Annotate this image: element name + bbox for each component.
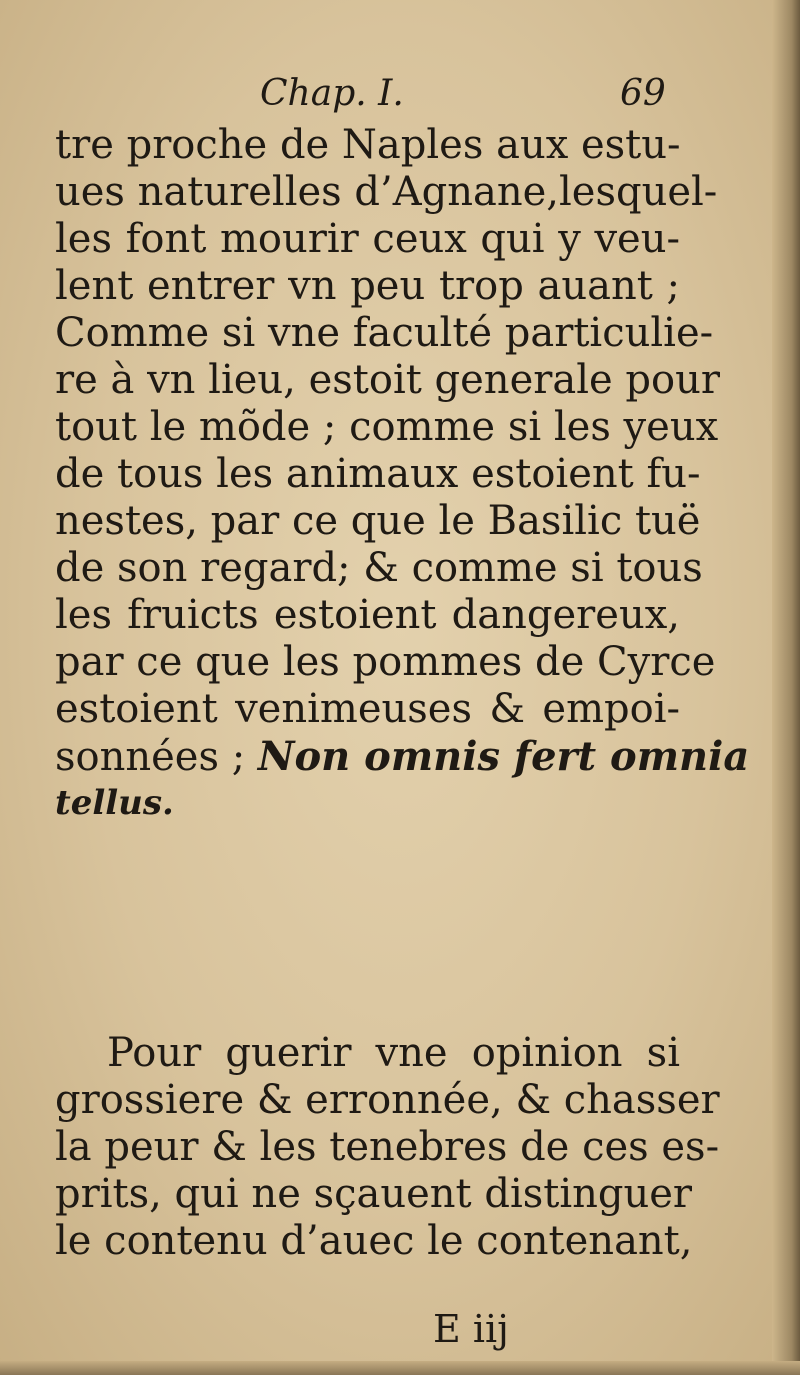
text-line: lent entrer vn peu trop auant ; (55, 263, 680, 309)
paragraph-1 (55, 122, 750, 827)
text-line: par ce que les pommes de Cyrce (55, 639, 716, 685)
latin-quotation-end: tellus. (55, 783, 174, 823)
text-line: prits, qui ne sçauent distinguer (55, 1171, 693, 1217)
text-line: Comme si vne faculté particulie- (55, 310, 714, 356)
text-line: tout le mõde ; comme si les yeux (55, 404, 719, 450)
text-line: nestes, par ce que le Basilic tuë (55, 498, 701, 544)
text-line-first: Pour guerir vne opinion si (107, 1030, 680, 1076)
roman-text: sonnées ; (55, 734, 258, 780)
signature-mark: E iij (433, 1307, 509, 1351)
page-number: 69 (620, 73, 666, 114)
text-line: les fruicts estoient dangereux, (55, 592, 680, 638)
text-line: la peur & les tenebres de ces es- (55, 1124, 720, 1170)
text-line: ues naturelles d’Agnane,lesquel- (55, 169, 718, 215)
paragraph-2 (55, 1030, 720, 1265)
text-line-mixed (55, 733, 750, 780)
text-line: re à vn lieu, estoit generale pour (55, 357, 720, 403)
text-line: de tous les animaux estoient fu- (55, 451, 701, 497)
text-line: le contenu d’auec le contenant, (55, 1218, 693, 1264)
page-edge-right (772, 0, 800, 1375)
text-line: grossiere & erronnée, & chasser (55, 1077, 720, 1123)
latin-quotation: Non omnis fert omnia (257, 733, 750, 780)
page-edge-bottom (0, 1361, 800, 1375)
running-header (55, 70, 680, 120)
text-line: tre proche de Naples aux estu- (55, 122, 681, 168)
chapter-heading: Chap. I. (260, 73, 404, 114)
text-line: les font mourir ceux qui y veu- (55, 216, 680, 262)
text-line: estoient venimeuses & empoi- (55, 686, 680, 732)
text-line: de son regard; & comme si tous (55, 545, 703, 591)
page-footer (55, 1306, 680, 1356)
